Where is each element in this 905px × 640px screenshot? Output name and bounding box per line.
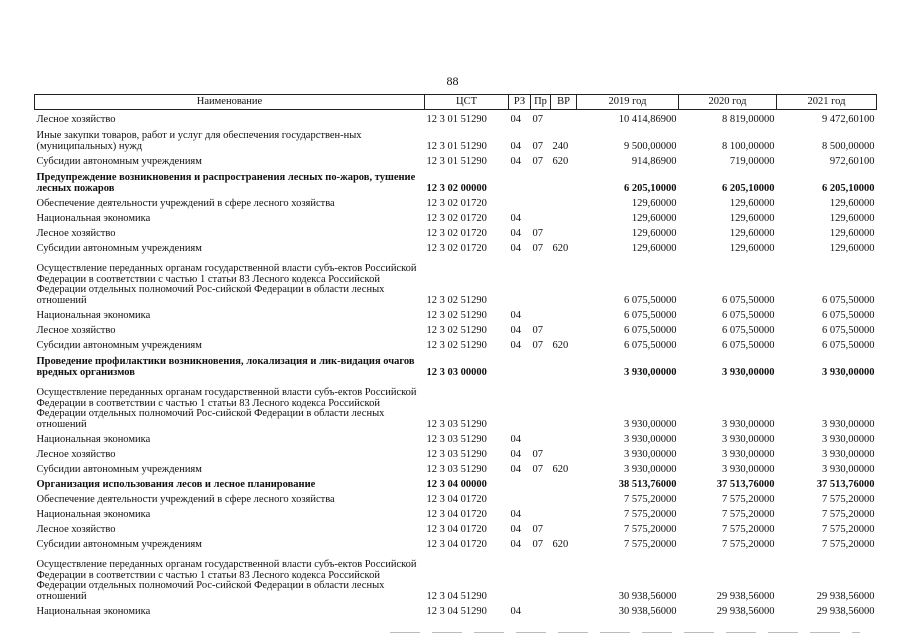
cell-2019: 129,60000 [631, 242, 677, 254]
cell-2019: 30 938,56000 [618, 590, 677, 602]
header-2020: 2020 год [679, 95, 777, 110]
cell-cst: 12 3 02 00000 [426, 182, 487, 194]
cell-rz [509, 351, 531, 378]
table-row [35, 505, 877, 520]
cell-2019: 3 930,00000 [624, 366, 677, 378]
cell-cst: 12 3 01 51290 [426, 155, 487, 167]
cell-name: Субсидии автономным учреждениям [36, 538, 202, 550]
cell-2021: 3 930,00000 [822, 418, 875, 430]
cell-2021: 129,60000 [829, 242, 875, 254]
table-row [35, 209, 877, 224]
cell-pr: 07 [532, 155, 543, 167]
header-pr: Пр [531, 95, 551, 110]
cell-pr [531, 167, 551, 194]
cell-2021: 6 205,10000 [822, 182, 875, 194]
header-2021: 2021 год [777, 95, 877, 110]
header-2019: 2019 год [577, 95, 679, 110]
cell-cst: 12 3 04 51290 [426, 590, 487, 602]
cell-rz: 04 [510, 523, 521, 535]
cell-rz: 04 [510, 324, 521, 336]
table-row [35, 254, 877, 306]
table-row [35, 321, 877, 336]
cell-2019: 6 075,50000 [624, 324, 677, 336]
cell-pr [531, 209, 551, 224]
cell-2020: 7 575,20000 [722, 493, 775, 505]
cell-2019: 7 575,20000 [624, 523, 677, 535]
cell-2019: 6 075,50000 [624, 309, 677, 321]
cell-vr: 620 [552, 339, 569, 351]
cell-rz: 04 [510, 605, 521, 617]
cell-pr [531, 475, 551, 490]
table-row [35, 110, 877, 126]
cell-2021: 29 938,56000 [816, 590, 875, 602]
cell-rz: 04 [510, 155, 521, 167]
table-row [35, 430, 877, 445]
cell-2021: 7 575,20000 [822, 493, 875, 505]
header-row [35, 95, 877, 110]
cell-pr [531, 550, 551, 602]
cell-2019: 3 930,00000 [624, 448, 677, 460]
cell-pr: 07 [532, 463, 543, 475]
cell-rz: 04 [510, 113, 521, 125]
cell-2019: 30 938,56000 [618, 605, 677, 617]
cell-vr: 620 [552, 538, 569, 550]
cell-2019: 914,86900 [631, 155, 677, 167]
cell-name: Субсидии автономным учреждениям [36, 155, 202, 167]
cell-name: Субсидии автономным учреждениям [36, 463, 202, 475]
cell-rz [509, 490, 531, 505]
cell-cst: 12 3 02 51290 [426, 294, 487, 306]
cell-2021: 3 930,00000 [822, 448, 875, 460]
cell-2021: 3 930,00000 [822, 366, 875, 378]
cell-pr [531, 602, 551, 617]
cell-rz: 04 [510, 448, 521, 460]
cell-pr [531, 490, 551, 505]
cell-2020: 29 938,56000 [716, 605, 775, 617]
cell-rz [509, 378, 531, 430]
cell-cst: 12 3 02 01720 [426, 242, 487, 254]
page-number: 88 [446, 74, 459, 88]
cell-2021: 3 930,00000 [822, 433, 875, 445]
cell-name: Обеспечение деятельности учреждений в сфере лесного хозяйства [36, 493, 335, 505]
table-row [35, 306, 877, 321]
cell-vr [551, 306, 577, 321]
cell-rz: 04 [510, 433, 521, 445]
cell-cst: 12 3 04 01720 [426, 538, 487, 550]
cell-cst: 12 3 04 01720 [426, 493, 487, 505]
table-row [35, 550, 877, 602]
cell-2021: 129,60000 [829, 212, 875, 224]
cell-2021: 29 938,56000 [816, 605, 875, 617]
cell-2020: 29 938,56000 [716, 590, 775, 602]
cell-rz: 04 [510, 140, 521, 152]
cell-2019: 6 075,50000 [624, 339, 677, 351]
cell-name: Субсидии автономным учреждениям [36, 339, 202, 351]
cell-2020: 6 075,50000 [722, 324, 775, 336]
table-header [35, 95, 877, 110]
cell-vr [551, 378, 577, 430]
cell-2020: 7 575,20000 [722, 538, 775, 550]
cell-2021: 8 500,00000 [822, 140, 875, 152]
cell-name: Национальная экономика [36, 309, 151, 321]
cell-rz: 04 [510, 227, 521, 239]
header-rz: РЗ [509, 95, 531, 110]
cell-rz [509, 167, 531, 194]
cell-vr [551, 490, 577, 505]
cell-vr [551, 224, 577, 239]
cell-vr: 620 [552, 463, 569, 475]
cell-vr [551, 351, 577, 378]
table-row [35, 460, 877, 475]
cell-vr [551, 520, 577, 535]
cell-2020: 7 575,20000 [722, 523, 775, 535]
cell-name: Иные закупки товаров, работ и услуг для обеспечения государствен-ных (муниципальных) нужд [36, 130, 362, 152]
cell-2019: 6 205,10000 [624, 182, 677, 194]
cell-name: Лесное хозяйство [36, 523, 116, 535]
cell-rz: 04 [510, 242, 521, 254]
cell-rz: 04 [510, 538, 521, 550]
cell-2019: 7 575,20000 [624, 538, 677, 550]
header-cst: ЦСТ [425, 95, 509, 110]
cell-pr: 07 [532, 448, 543, 460]
cell-2019: 7 575,20000 [624, 493, 677, 505]
cell-2021: 7 575,20000 [822, 508, 875, 520]
table-row [35, 378, 877, 430]
cell-name: Лесное хозяйство [36, 113, 116, 125]
cell-vr [551, 445, 577, 460]
cell-vr [551, 505, 577, 520]
cell-pr [531, 254, 551, 306]
cell-2020: 8 100,00000 [722, 140, 775, 152]
table-row [35, 520, 877, 535]
cell-2020: 129,60000 [729, 242, 775, 254]
cell-rz: 04 [510, 463, 521, 475]
cell-name: Организация использования лесов и лесное планирование [36, 478, 316, 490]
cell-2021: 7 575,20000 [822, 523, 875, 535]
cell-rz: 04 [510, 508, 521, 520]
cell-cst: 12 3 04 01720 [426, 523, 487, 535]
cell-2021: 6 075,50000 [822, 309, 875, 321]
cell-2020: 6 075,50000 [722, 309, 775, 321]
cell-2020: 3 930,00000 [722, 463, 775, 475]
cell-2019: 3 930,00000 [624, 433, 677, 445]
cell-vr [551, 550, 577, 602]
cell-pr: 07 [532, 538, 543, 550]
table-row [35, 194, 877, 209]
page-footer-rule [390, 632, 860, 633]
cell-pr: 07 [532, 324, 543, 336]
cell-2021: 37 513,76000 [816, 478, 875, 490]
cell-vr: 620 [552, 155, 569, 167]
cell-2021: 6 075,50000 [822, 339, 875, 351]
cell-vr [551, 321, 577, 336]
cell-cst: 12 3 03 51290 [426, 418, 487, 430]
cell-2021: 129,60000 [829, 197, 875, 209]
cell-2019: 129,60000 [631, 197, 677, 209]
cell-2021: 9 472,60100 [822, 113, 875, 125]
cell-cst: 12 3 02 01720 [426, 212, 487, 224]
cell-rz: 04 [510, 339, 521, 351]
cell-cst: 12 3 03 51290 [426, 463, 487, 475]
cell-pr [531, 351, 551, 378]
cell-2020: 6 075,50000 [722, 339, 775, 351]
cell-2020: 6 205,10000 [722, 182, 775, 194]
cell-2019: 9 500,00000 [624, 140, 677, 152]
cell-cst: 12 3 04 01720 [426, 508, 487, 520]
cell-rz: 04 [510, 212, 521, 224]
cell-2020: 8 819,00000 [722, 113, 775, 125]
cell-name: Осуществление переданных органам государственной власти субъ-ектов Российской Федерации в соответствии с частью 1 статьи 83 Лесного кодекса Российской Федерации отдельных полномочий Рос-сийской Федерации в области лесных отношений [36, 387, 417, 430]
cell-cst: 12 3 02 51290 [426, 324, 487, 336]
cell-2019: 129,60000 [631, 212, 677, 224]
cell-pr [531, 194, 551, 209]
table-row [35, 125, 877, 152]
cell-2019: 38 513,76000 [618, 478, 677, 490]
cell-cst: 12 3 02 51290 [426, 309, 487, 321]
cell-cst: 12 3 03 51290 [426, 448, 487, 460]
cell-name: Национальная экономика [36, 212, 151, 224]
cell-cst: 12 3 02 01720 [426, 227, 487, 239]
header-vr: ВР [551, 95, 577, 110]
cell-2020: 7 575,20000 [722, 508, 775, 520]
cell-2019: 6 075,50000 [624, 294, 677, 306]
cell-name: Национальная экономика [36, 508, 151, 520]
cell-rz [509, 194, 531, 209]
cell-2019: 10 414,86900 [618, 113, 677, 125]
cell-pr: 07 [532, 339, 543, 351]
cell-2020: 129,60000 [729, 212, 775, 224]
cell-vr: 620 [552, 242, 569, 254]
cell-2019: 7 575,20000 [624, 508, 677, 520]
table-row [35, 602, 877, 617]
cell-vr: 240 [552, 140, 569, 152]
cell-pr [531, 378, 551, 430]
cell-name: Проведение профилактики возникновения, локализация и лик-видация очагов вредных организмов [36, 356, 415, 378]
cell-vr [551, 167, 577, 194]
cell-pr: 07 [532, 523, 543, 535]
cell-2020: 3 930,00000 [722, 433, 775, 445]
cell-name: Лесное хозяйство [36, 227, 116, 239]
cell-2020: 3 930,00000 [722, 418, 775, 430]
table-row [35, 445, 877, 460]
table-row [35, 475, 877, 490]
cell-cst: 12 3 04 51290 [426, 605, 487, 617]
cell-name: Осуществление переданных органам государственной власти субъ-ектов Российской Федерации в соответствии с частью 1 статьи 83 Лесного кодекса Российской Федерации отдельных полномочий Рос-сийской Федерации в области лесных отношений [36, 263, 417, 306]
table-row [35, 535, 877, 550]
cell-2021: 6 075,50000 [822, 324, 875, 336]
cell-vr [551, 110, 577, 126]
cell-vr [551, 254, 577, 306]
cell-vr [551, 475, 577, 490]
table-body [35, 110, 877, 618]
cell-2019: 3 930,00000 [624, 418, 677, 430]
cell-name: Предупреждение возникновения и распространения лесных по-жаров, тушение лесных пожаров [36, 172, 416, 194]
cell-name: Национальная экономика [36, 605, 151, 617]
cell-2021: 129,60000 [829, 227, 875, 239]
table-row [35, 167, 877, 194]
cell-name: Субсидии автономным учреждениям [36, 242, 202, 254]
cell-vr [551, 430, 577, 445]
cell-cst: 12 3 02 01720 [426, 197, 487, 209]
table-row [35, 152, 877, 167]
cell-name: Осуществление переданных органам государственной власти субъ-ектов Российской Федерации в соответствии с частью 1 статьи 83 Лесного кодекса Российской Федерации отдельных полномочий Рос-сийской Федерации в области лесных отношений [36, 559, 417, 602]
cell-2020: 129,60000 [729, 197, 775, 209]
table-row [35, 239, 877, 254]
cell-pr [531, 505, 551, 520]
cell-vr [551, 209, 577, 224]
cell-cst: 12 3 01 51290 [426, 140, 487, 152]
cell-pr: 07 [532, 140, 543, 152]
cell-rz [509, 550, 531, 602]
cell-2021: 7 575,20000 [822, 538, 875, 550]
table-row [35, 336, 877, 351]
cell-pr: 07 [532, 242, 543, 254]
budget-table [34, 94, 877, 617]
cell-2020: 719,00000 [729, 155, 775, 167]
cell-name: Обеспечение деятельности учреждений в сфере лесного хозяйства [36, 197, 335, 209]
cell-rz: 04 [510, 309, 521, 321]
table-row [35, 224, 877, 239]
table-row [35, 490, 877, 505]
cell-pr: 07 [532, 113, 543, 125]
cell-2020: 3 930,00000 [722, 366, 775, 378]
cell-cst: 12 3 01 51290 [426, 113, 487, 125]
cell-pr [531, 430, 551, 445]
header-name: Наименование [35, 95, 425, 110]
cell-2019: 129,60000 [631, 227, 677, 239]
cell-2019: 3 930,00000 [624, 463, 677, 475]
table-row [35, 351, 877, 378]
cell-2020: 37 513,76000 [716, 478, 775, 490]
cell-vr [551, 194, 577, 209]
cell-2020: 6 075,50000 [722, 294, 775, 306]
cell-cst: 12 3 04 00000 [426, 478, 487, 490]
cell-cst: 12 3 03 51290 [426, 433, 487, 445]
cell-2021: 6 075,50000 [822, 294, 875, 306]
cell-2021: 3 930,00000 [822, 463, 875, 475]
cell-vr [551, 602, 577, 617]
cell-name: Национальная экономика [36, 433, 151, 445]
cell-cst: 12 3 02 51290 [426, 339, 487, 351]
cell-2020: 3 930,00000 [722, 448, 775, 460]
cell-2020: 129,60000 [729, 227, 775, 239]
cell-name: Лесное хозяйство [36, 324, 116, 336]
cell-rz [509, 254, 531, 306]
cell-pr: 07 [532, 227, 543, 239]
cell-2021: 972,60100 [829, 155, 875, 167]
cell-pr [531, 306, 551, 321]
cell-name: Лесное хозяйство [36, 448, 116, 460]
cell-cst: 12 3 03 00000 [426, 366, 487, 378]
cell-rz [509, 475, 531, 490]
